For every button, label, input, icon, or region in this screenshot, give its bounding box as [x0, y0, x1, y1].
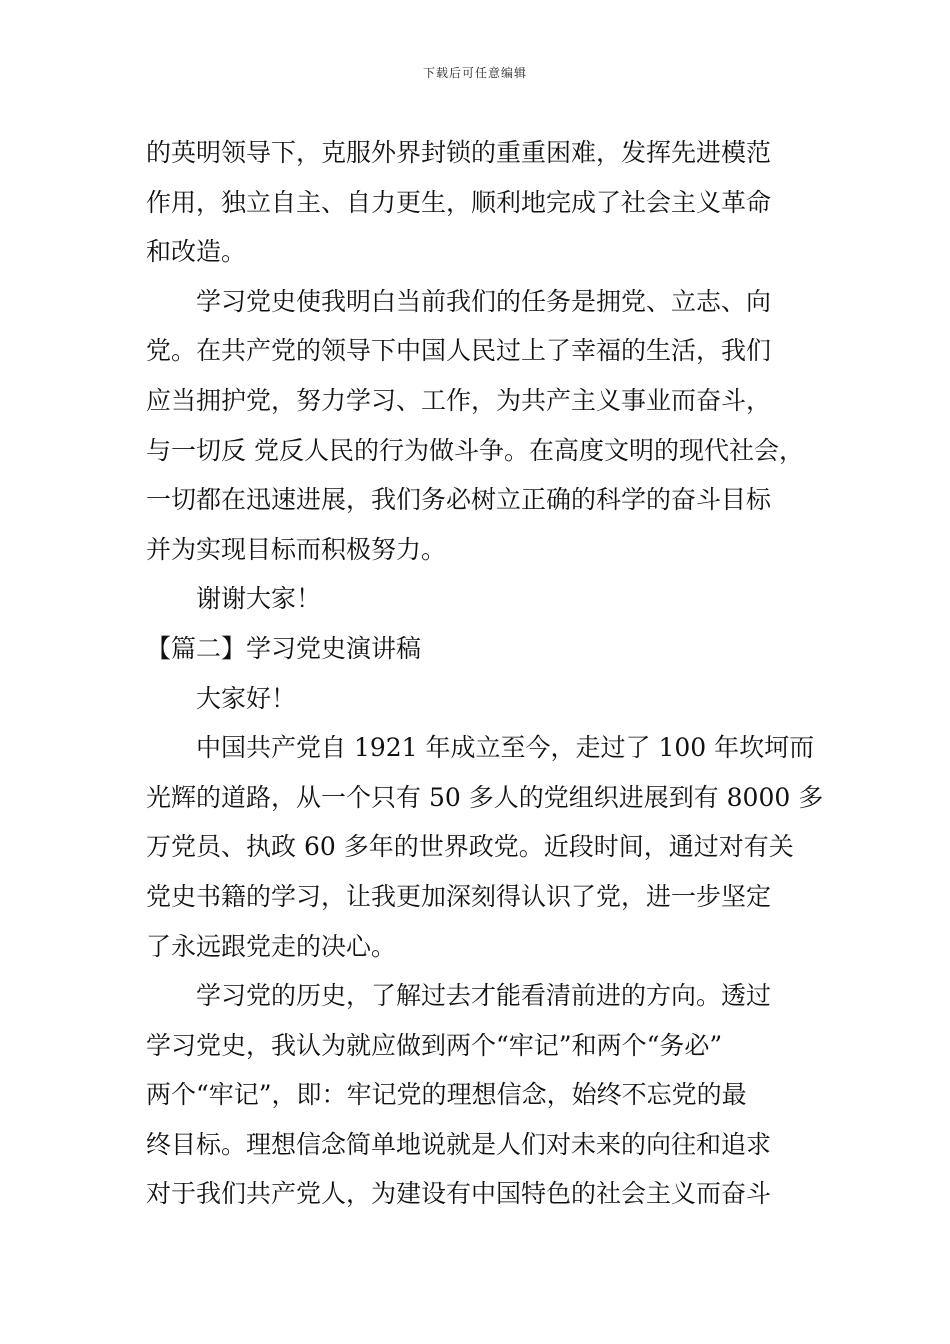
text-line: 学习党的历史，了解过去才能看清前进的方向。透过 — [196, 981, 772, 1011]
text-line: 应当拥护党，努力学习、工作，为共产主义事业而奋斗， — [146, 385, 772, 415]
text-line: 和改造。 — [146, 237, 247, 267]
text-line: 谢谢大家！ — [196, 584, 322, 614]
text-line: 终目标。理想信念简单地说就是人们对未来的向往和追求 — [146, 1129, 772, 1159]
text-line: 学习党史使我明白当前我们的任务是拥党、立志、向 — [196, 286, 772, 316]
text-line: 党。在共产党的领导下中国人民过上了幸福的生活，我们 — [146, 336, 772, 366]
text-line: 了永远跟党走的决心。 — [146, 931, 397, 961]
text-line: 作用，独立自主、自力更生，顺利地完成了社会主义革命 — [146, 187, 772, 217]
text-line: 与一切反 党反人民的行为做斗争。在高度文明的现代社会， — [146, 435, 804, 465]
text-line: 【篇二】学习党史演讲稿 — [146, 633, 422, 663]
text-line: 大家好！ — [196, 683, 297, 713]
text-line: 一切都在迅速进展，我们务必树立正确的科学的奋斗目标 — [146, 485, 772, 515]
text-line: 对于我们共产党人，为建设有中国特色的社会主义而奋斗 — [146, 1179, 772, 1209]
text-line: 学习党史，我认为就应做到两个“牢记”和两个“务必” — [146, 1030, 723, 1060]
text-line: 并为实现目标而积极努力。 — [146, 534, 447, 564]
text-line: 中国共产党自 1921 年成立至今，走过了 100 年坎坷而 — [196, 733, 815, 763]
text-line: 光辉的道路，从一个只有 50 多人的党组织进展到有 8000 多 — [146, 782, 824, 812]
text-line: 两个“牢记”，即：牢记党的理想信念，始终不忘党的最 — [146, 1080, 747, 1110]
page-header: 下载后可任意编辑 — [422, 66, 527, 80]
text-line: 党史书籍的学习，让我更加深刻得认识了党，进一步坚定 — [146, 881, 772, 911]
text-line: 万党员、执政 60 多年的世界政党。近段时间，通过对有关 — [146, 832, 794, 862]
body-text — [146, 128, 826, 1219]
text-line: 的英明领导下，克服外界封锁的重重困难，发挥先进模范 — [146, 138, 772, 167]
